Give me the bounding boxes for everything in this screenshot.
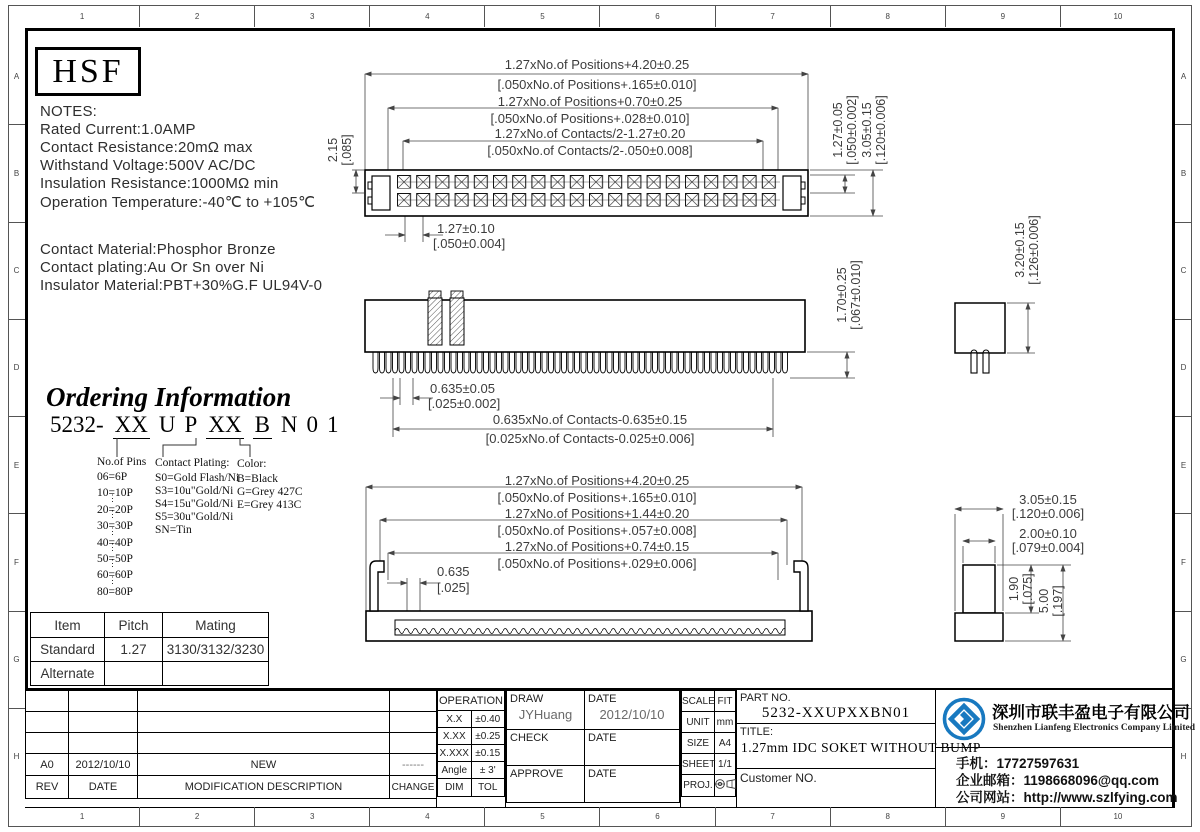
ordering-title: Ordering Information — [46, 382, 292, 412]
color-option: B=Black — [237, 473, 278, 485]
draw-date: 2012/10/10 — [599, 707, 665, 722]
approve-label: APPROVE — [510, 768, 564, 780]
tolerance-table: OPERATION X.X ±0.40 X.XX ±0.25 X.XXX ±0.15 Angle ± 3' DIM TOL — [436, 690, 505, 807]
ordering-color-column — [237, 458, 303, 512]
dim-label: [.025±0.002] — [428, 396, 501, 411]
dim-label: 1.27xNo.of Positions+1.44±0.20 — [504, 506, 690, 521]
pin-option: 06=6P — [97, 471, 128, 483]
hsf-logo — [35, 47, 141, 96]
mating-cell: Alternate — [31, 662, 105, 686]
dim-label: [0.025xNo.of Contacts-0.025±0.006] — [485, 431, 695, 446]
note-line: Insulator Material:PBT+30%G.F UL94V-0 — [40, 277, 323, 294]
dim-label: 1.27xNo.of Positions+4.20±0.25 — [504, 473, 690, 488]
pin-option: 10=10P — [97, 487, 133, 500]
ordering-plating-column — [155, 457, 239, 537]
mating-header: Pitch — [105, 613, 163, 638]
ruler-label: H — [1180, 752, 1187, 762]
ruler-label: B — [8, 125, 25, 222]
company-block — [935, 690, 1195, 807]
note-line: Withstand Voltage:500V AC/DC — [40, 157, 256, 174]
note-line: Contact Material:Phosphor Bronze — [40, 241, 276, 258]
ruler-label: C — [1175, 223, 1192, 320]
ruler-label: 1 — [25, 5, 140, 27]
ordering-code: 5232- XX U P XX B N 0 1 — [50, 412, 339, 437]
plating-option: S4=15u"Gold/Ni — [155, 498, 234, 510]
title-block — [25, 688, 1195, 807]
ruler-label: 10 — [1113, 11, 1123, 21]
ruler-label: 6 — [600, 805, 715, 827]
company-logo-icon — [942, 697, 986, 741]
dim-label: 2.00±0.10 — [1019, 526, 1077, 541]
date-label: DATE — [588, 768, 617, 780]
draw-label: DRAW — [510, 693, 544, 705]
info-block — [680, 690, 736, 807]
company-website: 公司网站：http://www.szlfying.com — [956, 790, 1178, 805]
dim-label: [.120±0.006] — [1011, 506, 1085, 521]
dim-label-vertical: 5.00 [.197] — [1037, 585, 1065, 617]
dim-label-vertical: 3.20±0.15 [.126±0.006] — [1013, 215, 1041, 285]
ruler-label: 8 — [831, 805, 946, 827]
dim-label-vertical: 1.90 [.075] — [1007, 573, 1035, 605]
ruler-label: E — [8, 417, 25, 514]
ruler-label: 6 — [600, 5, 715, 27]
ordering-pins-column — [97, 456, 146, 602]
note-line: Operation Temperature:-40℃ to +105℃ — [40, 194, 316, 211]
plating-option: S3=10u"Gold/Ni — [155, 485, 234, 497]
pin-option: ⋮ 30=30P — [97, 520, 146, 536]
mating-header: Item — [31, 613, 105, 638]
company-name-en: Shenzhen Lianfeng Electronics Company Limited — [993, 723, 1195, 733]
size-value: A4 — [715, 733, 736, 754]
dim-label: [.050xNo.of Positions+.165±0.010] — [497, 490, 697, 505]
rev-header: DATE — [69, 776, 138, 799]
plating-option: SN=Tin — [155, 524, 192, 536]
ruler-label: 3 — [255, 5, 370, 27]
dim-label: 1.27xNo.of Positions+0.74±0.15 — [504, 539, 690, 554]
note-line: Rated Current:1.0AMP — [40, 121, 196, 138]
pin-option: ⋮ 80=80P — [97, 586, 146, 602]
part-no-label: PART NO. — [740, 692, 791, 704]
dim-label-vertical: 3.05±0.15 [.120±0.006] — [860, 95, 888, 165]
dim-label: [.050xNo.of Positions+.165±0.010] — [497, 77, 697, 92]
dim-label: [.050xNo.of Contacts/2-.050±0.008] — [487, 143, 693, 158]
notes-title: NOTES: — [40, 103, 98, 120]
ruler-label: 2 — [140, 805, 255, 827]
plating-title: Contact Plating: — [155, 457, 230, 469]
ruler-label: 7 — [716, 805, 831, 827]
ruler-top — [25, 5, 1175, 27]
mating-header: Mating — [163, 613, 269, 638]
tolerance-title: OPERATION — [438, 691, 505, 711]
mating-cell — [163, 662, 269, 686]
pin-option: ⋮ 60=60P — [97, 569, 146, 585]
rev-header: CHANGE — [390, 776, 437, 799]
mating-cell: 3130/3132/3230 — [163, 638, 269, 662]
part-block — [736, 690, 981, 807]
sheet-value: 1/1 — [715, 754, 736, 775]
ruler-label: 1 — [25, 805, 140, 827]
proj-label: PROJ. — [682, 775, 715, 797]
rev-cell: ------ — [390, 754, 437, 776]
ruler-label: 9 — [946, 805, 1061, 827]
dim-label: 1.27xNo.of Positions+0.70±0.25 — [497, 94, 683, 109]
mating-cell: Standard — [31, 638, 105, 662]
dim-label: 0.635±0.05 — [430, 381, 495, 396]
part-number: 5232-XXUPXXBN01 — [761, 705, 911, 721]
ruler-label: 5 — [485, 805, 600, 827]
company-email: 企业邮箱：1198668096@qq.com — [956, 773, 1160, 788]
scale-value: FIT — [715, 691, 736, 712]
check-label: CHECK — [510, 732, 549, 744]
unit-label: UNIT — [682, 712, 715, 733]
dim-label: 0.635 — [437, 564, 470, 579]
dim-label: [.079±0.004] — [1011, 540, 1085, 555]
dim-label: [.025] — [437, 580, 470, 595]
ruler-label: C — [8, 223, 25, 320]
rev-cell: A0 — [26, 754, 69, 776]
rev-cell: 2012/10/10 — [69, 754, 138, 776]
rev-header: REV — [26, 776, 69, 799]
ordering-leader-lines — [45, 437, 325, 459]
ruler-label: H — [13, 752, 20, 762]
ruler-label: A — [8, 28, 25, 125]
revision-table — [25, 690, 436, 807]
plating-option: S0=Gold Flash/Ni — [155, 472, 240, 484]
dim-label: [.050±0.004] — [433, 236, 506, 251]
rev-cell: NEW — [138, 754, 390, 776]
draw-value: JYHuang — [518, 707, 573, 722]
pins-title: No.of Pins — [97, 456, 147, 468]
unit-value: mm — [715, 712, 736, 733]
mating-cell — [105, 662, 163, 686]
dim-label: 1.27xNo.of Contacts/2-1.27±0.20 — [494, 126, 686, 141]
note-line: Insulation Resistance:1000MΩ min — [40, 175, 279, 192]
ruler-label: E — [1175, 417, 1192, 514]
note-line: Contact plating:Au Or Sn over Ni — [40, 259, 265, 276]
scale-label: SCALE — [682, 691, 715, 712]
ruler-label: D — [1175, 320, 1192, 417]
date-label: DATE — [588, 693, 617, 705]
color-title: Color: — [237, 458, 267, 470]
drawing-title: 1.27mm IDC SOKET WITHOUT BUMP — [741, 740, 981, 755]
dim-label: 1.27xNo.of Positions+4.20±0.25 — [504, 57, 690, 72]
note-line: Contact Resistance:20mΩ max — [40, 139, 253, 156]
dim-label-vertical: 1.27±0.05 [.050±0.002] — [831, 95, 859, 165]
ruler-label: G — [1175, 612, 1192, 709]
dim-label: 3.05±0.15 — [1019, 492, 1077, 507]
projection-symbol-icon — [715, 775, 736, 797]
dim-label-vertical: 1.70±0.25 [.067±0.010] — [835, 260, 863, 330]
ruler-label: 5 — [485, 5, 600, 27]
ruler-label: 2 — [140, 5, 255, 27]
ruler-label: F — [8, 514, 25, 611]
rev-header: MODIFICATION DESCRIPTION — [138, 776, 390, 799]
size-label: SIZE — [682, 733, 715, 754]
ruler-label: A — [1175, 28, 1192, 125]
color-option: E=Grey 413C — [237, 499, 302, 511]
dim-label-vertical: 2.15 [.085] — [326, 134, 354, 166]
ruler-label: 8 — [831, 5, 946, 27]
dim-label: [.050xNo.of Positions+.057±0.008] — [497, 523, 697, 538]
dim-label: 0.635xNo.of Contacts-0.635±0.15 — [492, 412, 688, 427]
ruler-left — [8, 28, 25, 805]
company-phone: 手机：17727597631 — [956, 756, 1080, 771]
pin-option: ⋮ 50=50P — [97, 553, 146, 569]
sheet-label: SHEET — [682, 754, 715, 775]
customer-no-label: Customer NO. — [740, 771, 817, 785]
date-label: DATE — [588, 732, 617, 744]
hsf-logo-text: HSF — [52, 52, 124, 90]
approval-block — [505, 690, 680, 807]
color-option: G=Grey 427C — [237, 486, 303, 498]
dim-label: [.050xNo.of Positions+.029±0.006] — [497, 556, 697, 571]
pin-option: ⋮ 40=40P — [97, 537, 146, 553]
ruler-label: 7 — [716, 5, 831, 27]
mating-table — [30, 612, 269, 686]
ruler-label: 9 — [946, 5, 1061, 27]
company-name-cn: 深圳市联丰盈电子有限公司 — [992, 704, 1190, 722]
ruler-right — [1175, 28, 1192, 805]
ruler-label: 10 — [1113, 811, 1123, 821]
ruler-label: F — [1175, 514, 1192, 611]
dim-label: 1.27±0.10 — [437, 221, 495, 236]
plating-option: S5=30u"Gold/Ni — [155, 511, 234, 523]
ruler-label: 3 — [255, 805, 370, 827]
pin-option: ⋮ 20=20P — [97, 504, 146, 520]
ruler-label: D — [8, 320, 25, 417]
ruler-label: 4 — [370, 5, 485, 27]
mating-cell: 1.27 — [105, 638, 163, 662]
ruler-label: G — [8, 612, 25, 709]
dim-label: [.050xNo.of Positions+.028±0.010] — [490, 111, 690, 126]
ruler-bottom — [25, 805, 1175, 827]
ruler-label: 4 — [370, 805, 485, 827]
title-label: TITLE: — [740, 726, 774, 738]
ruler-label: B — [1175, 125, 1192, 222]
